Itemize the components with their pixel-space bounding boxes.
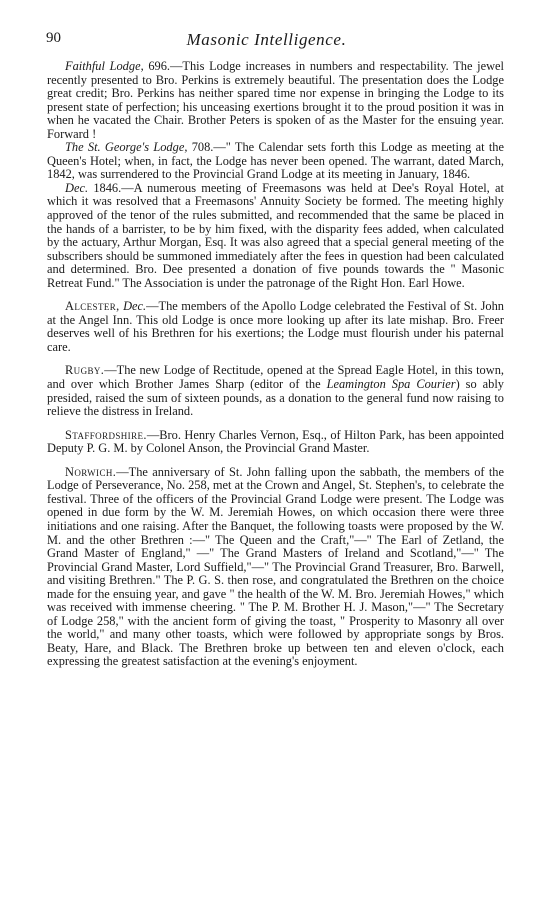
paragraph-staffordshire [47,429,504,456]
paragraph-text: ) so ably presided, raised the sum of sixteen pounds, as a donation to the general fund now raising to relieve the distress in Ireland. [47,377,505,419]
lodge-name: The St. George's Lodge, [65,140,188,155]
paragraph-text: 696.—This Lodge increases in numbers and respectability. The jewel recently presented to Bro. Perkins is extremely beautiful. The presentation does the Lodge great credit; Bro. Perkins has neither spared time nor expense in bringing the Lodge to its present state of perfection; his unceasing exertions brought it to the proud position it was in when he vacated the Chair. Brother Peters is spoken of as the Master for the ensuing year. Forward ! [47,59,504,141]
paragraph-text: —The members of the Apollo Lodge celebrated the Festival of St. John at the Angel Inn. This old Lodge is once more looking up after its late mishap. Bro. Freer deserves well of his Brethren for his exertions; the Lodge must flourish under his paternal care. [47,299,504,354]
paragraph-text: 1846.—A numerous meeting of Freemasons was held at Dee's Royal Hotel, at which it was resolved that a Freemasons' Annuity Society be formed. The meeting highly approved of the tenor of the rules submitted, and recommended that the same be placed in the hands of a barrister, to be by him fixed, with the disparity fees added, when calculated by the actuary, Arthur Morgan, Esq. It was also agreed that a special general meeting of the subscribers should be summoned immediately after the fees in question had been calculated and determined. Bro. Dee presented a donation of five pounds towards the " Masonic Retreat Fund." The Association is under the patronage of the Right Hon. Earl Howe. [47,180,504,290]
newspaper-title: Leamington Spa Courier [326,377,456,392]
running-title: Masonic Intelligence. [186,30,347,49]
paragraph-text: —The new Lodge of Rectitude, opened at the Spread Eagle Hotel, in this town, and over which Brother James Sharp (editor of the [47,363,504,392]
place-name: Rugby. [65,363,105,378]
paragraph-rugby [47,364,504,418]
paragraph-dec-1846 [47,182,504,290]
paragraph-text: —Bro. Henry Charles Vernon, Esq., of Hilton Park, has been appointed Deputy P. G. M. by Colonel Anson, the Provincial Grand Master. [47,427,504,456]
article-body [47,60,504,669]
lodge-name: Faithful Lodge, [65,59,144,73]
paragraph-st-georges-lodge [47,141,504,182]
paragraph-faithful-lodge [47,60,504,141]
place-name: Alcester, [65,299,120,314]
place-name: Norwich. [65,464,117,479]
place-name: Staffordshire. [65,427,147,442]
page-header [0,30,533,54]
paragraph-alcester [47,300,504,354]
paragraph-norwich [47,466,504,669]
page-number: 90 [46,30,61,46]
paragraph-text: 708.—" The Calendar sets forth this Lodge as meeting at the Queen's Hotel; when, in fact, the Lodge has never been opened. The warrant, dated March, 1842, was surrendered to the Provincial Grand Lodge at its meeting in January, 1846. [47,140,504,182]
date-lead: Dec. [119,299,147,314]
date-lead: Dec. [65,180,89,195]
paragraph-text: —The anniversary of St. John falling upon the sabbath, the members of the Lodge of Perseverance, No. 258, met at the Crown and Angel, St. Stephen's, to celebrate the festival. Three of the officers of the Provincial Grand Lodge were present. The Lodge was opened in due form by the W. M. Jeremiah Howes, on which occasion there were three initiations and one raising. After the Banquet, the following toasts were proposed by the W. M. and the other Brethren :—" The Queen and the Craft,"—" The Earl of Zetland, the Grand Master of England," —" The Grand Masters of Ireland and Scotland,"—" The Provincial Grand Master, Lord Suffield,"—" The Provincial Grand Treasurer, Bro. Barwell, and visiting Brethren." The P. G. S. then rose, and congratulated the Brethren on the choice made for the ensuing year, and gave " the health of the W. M. Bro. Jeremiah Howes," which was received with immense cheering. " The P. M. Brother H. J. Mason,"—" The Secretary of Lodge 258," with the ancient form of giving the toast, " Prosperity to Masonry all over the world," and many other toasts, which were followed by appropriate songs by Bros. Beaty, Hare, and Black. The Brethren broke up between ten and eleven o'clock, each expressing the greatest satisfaction at the evening's enjoyment. [47,464,504,669]
